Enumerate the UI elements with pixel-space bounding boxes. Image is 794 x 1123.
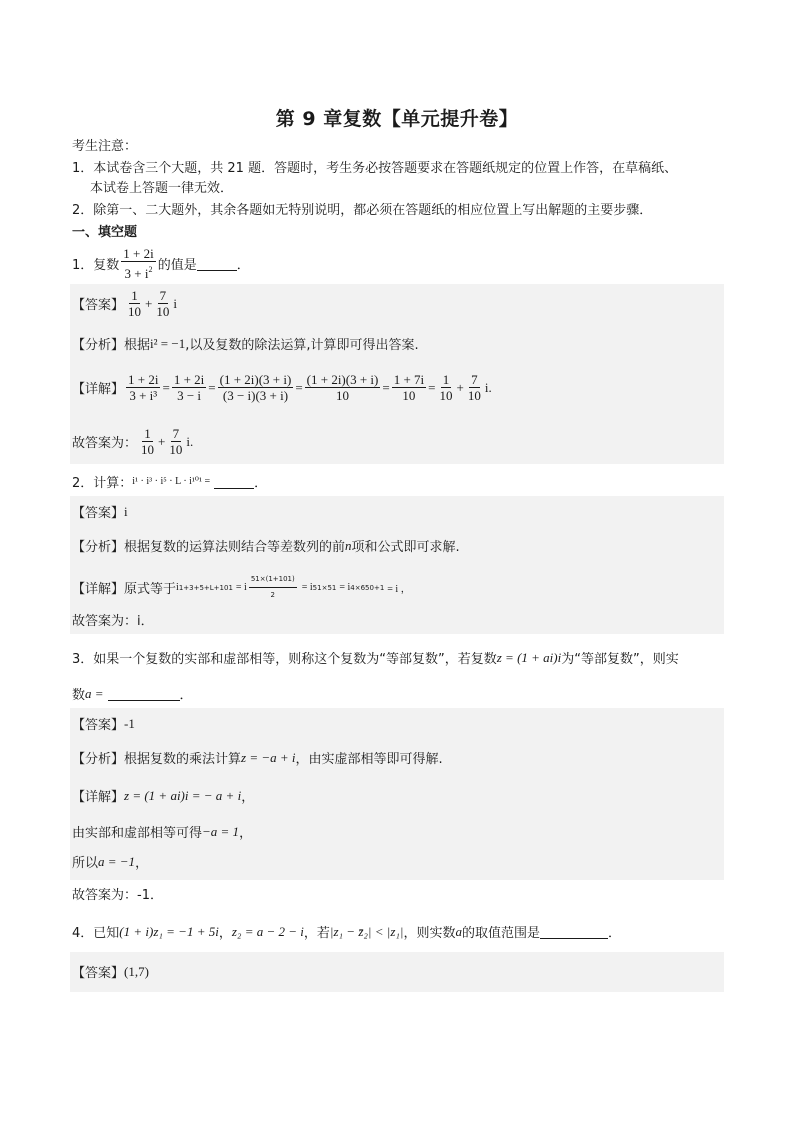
answer-label: 【答案】 <box>72 506 125 521</box>
q3-detail <box>72 786 254 805</box>
q1-frac-num: 1 + 2i <box>123 246 154 261</box>
document-title: 第 9 章复数【单元提升卷】 <box>275 108 519 130</box>
q3-answer-value: -1 <box>124 715 135 731</box>
frac-num: 1 <box>442 372 450 387</box>
notice-item-2: 2．除第一、二大题外，其余各题如无特别说明，都必须在答题纸的相应位置上写出解题的主要步骤． <box>72 203 653 218</box>
frac-den: 10 <box>141 442 155 457</box>
q4-answer <box>72 962 149 981</box>
frac-den: 10 <box>439 388 453 403</box>
frac-num: (1 + 2i)(3 + i) <box>306 372 379 387</box>
analysis-text: 根据复数的运算法则结合等差数列的前 <box>124 540 346 555</box>
q2-blank <box>214 474 254 489</box>
q2-expression: i¹ · i³ · i⁵ · L · i¹⁰¹ = <box>132 476 211 487</box>
analysis-var: n <box>345 537 352 553</box>
exponent-frac <box>249 572 297 603</box>
frac-den: 10 <box>128 304 142 319</box>
q3-answer <box>72 714 135 733</box>
q4-text: ，若 <box>303 926 330 941</box>
frac-num: 1 <box>144 426 151 441</box>
analysis-label: 【分析】 <box>72 752 125 767</box>
detail-label: 【详解】 <box>72 790 125 805</box>
so-answer-value: -1． <box>137 888 163 903</box>
q2-solution-box <box>70 496 724 634</box>
q3-text: 为“等部复数”，则实 <box>561 652 679 667</box>
frac-den: 3 − i <box>177 388 202 403</box>
so-frac-2 <box>167 426 184 457</box>
question-1 <box>72 246 250 281</box>
frac-num: 7 <box>172 426 180 441</box>
analysis-math: z = −a + i <box>241 749 296 765</box>
detail-end: ， <box>241 790 255 805</box>
frac-num: 7 <box>159 288 167 303</box>
frac-num: 1 + 2i <box>128 372 159 387</box>
q4-text: ，则实数 <box>403 926 456 941</box>
q1-detail: 【详解】 $\frac{1 + 2i}{\text{3 + i³}}$ = $\frac{1 + 2i}{3 - i}$ = $\frac{(1 + 2i)(3 + i)}{(3 - i)(3 + i)}$ = $\frac{(1 + 2i)(3 + i)}{10}$ = $\frac{1 + 7i}{10}$ = $\frac{1}{10}$ + $\frac{7}{10}$ i. <box>72 372 492 403</box>
so-answer-label: 故答案为： <box>72 436 138 451</box>
q3-so-answer <box>72 884 163 903</box>
frac-num: 1 <box>131 288 138 303</box>
detail-frac <box>466 372 483 403</box>
so-answer-label: 故答案为： <box>72 888 138 903</box>
frac-num: 51×(1+101) <box>249 572 297 588</box>
detail-frac <box>392 372 426 403</box>
notice-item-1: 1．本试卷含三个大题，共 21 题．答题时，考生务必按答题要求在答题纸规定的位置上作答，在草稿纸、 <box>72 161 678 176</box>
q2-prefix: 2．计算： <box>72 476 133 491</box>
detail-math: z = (1 + ai)i = − a + i <box>124 787 242 803</box>
notice-item-1-cont: 本试卷上答题一律无效． <box>90 181 234 196</box>
step-text: 由实部和虚部相等可得 <box>72 826 203 841</box>
analysis-text: ，由实虚部相等即可得解. <box>295 752 443 767</box>
frac-num: (1 + 2i)(3 + i) <box>219 372 292 387</box>
imag-unit: i <box>173 295 177 311</box>
q2-answer-value: i <box>124 503 128 519</box>
q3-step-1 <box>72 822 252 841</box>
q1-fraction <box>121 246 155 281</box>
frac-den: 10 <box>336 388 349 403</box>
q4-text: 的取值范围是 <box>461 926 540 941</box>
q1-frac-den-text: 3 + i <box>124 266 149 281</box>
q3-math: z = (1 + ai)i <box>496 649 562 665</box>
step-end: ， <box>239 826 253 841</box>
q3-text: 数 <box>72 688 86 703</box>
answer-label: 【答案】 <box>72 298 125 313</box>
so-answer-value: i． <box>137 614 154 629</box>
q4-math: z₂ = a − 2 − i <box>231 923 304 939</box>
q4-math: (1 + i)z₁ = −1 + 5i <box>119 923 219 939</box>
detail-frac <box>438 372 455 403</box>
q1-answer-frac-2 <box>154 288 171 319</box>
q2-analysis <box>72 536 460 555</box>
q1-blank <box>197 256 237 271</box>
q4-end: ． <box>608 926 622 941</box>
detail-frac <box>218 372 294 403</box>
q2-detail: 【详解】 原式等于 i 1+3+5+L+101 = i $\frac{51\times(1+101)}{2}$ = i 51×51 = i 4×650+1 = i ， <box>72 572 411 603</box>
frac-den: 10 <box>467 388 481 403</box>
exponent: 4×650+1 <box>350 583 385 592</box>
detail-end: = i ， <box>387 584 411 595</box>
q1-suffix: 的值是 <box>157 258 197 273</box>
q4-solution-box <box>70 952 724 992</box>
q3-blank <box>108 686 180 701</box>
q2-so-answer <box>72 610 154 629</box>
q3-step-2 <box>72 852 148 871</box>
q4-blank <box>540 924 608 939</box>
frac-num: 1 + 7i <box>393 372 425 387</box>
analysis-math: i² = −1 <box>150 335 186 351</box>
plus-sign: + <box>158 433 166 449</box>
q1-answer-frac-1 <box>126 288 143 319</box>
q4-math: |z₁ − z̄₂| < |z₁| <box>329 923 404 939</box>
so-frac-1 <box>139 426 156 457</box>
question-3-cont <box>72 684 193 703</box>
plus-sign: + <box>145 295 153 311</box>
analysis-label: 【分析】 <box>72 540 125 555</box>
detail-frac <box>172 372 206 403</box>
q3-text: 3．如果一个复数的实部和虚部相等，则称这个复数为“等部复数”，若复数 <box>72 652 497 667</box>
q2-answer <box>72 502 128 521</box>
frac-den: 10 <box>402 388 416 403</box>
step-text: 所以 <box>72 856 99 871</box>
analysis-text: 根据复数的乘法计算 <box>124 752 242 767</box>
q3-analysis <box>72 748 443 767</box>
q1-prefix: 1．复数 <box>72 258 120 273</box>
question-4 <box>72 922 621 941</box>
frac-den: 10 <box>169 442 183 457</box>
q4-text: 4．已知 <box>72 926 120 941</box>
exponent: 51×51 <box>312 583 337 592</box>
exponent: 1+3+5+L+101 <box>178 583 233 592</box>
detail-label: 【详解】 <box>72 582 125 597</box>
frac-num: 7 <box>471 372 478 387</box>
frac-den: 10 <box>156 304 170 319</box>
analysis-text: ,以及复数的除法运算,计算即可得出答案. <box>185 338 419 353</box>
question-3 <box>72 648 679 667</box>
answer-label: 【答案】 <box>72 718 125 733</box>
notice-heading: 考生注意： <box>72 139 138 154</box>
step-math: −a = 1 <box>202 823 240 839</box>
detail-frac <box>305 372 381 403</box>
q1-end: ． <box>236 258 250 273</box>
so-answer-label: 故答案为： <box>72 614 138 629</box>
step-math: a = −1 <box>98 853 136 869</box>
answer-label: 【答案】 <box>72 966 125 981</box>
detail-label: 【详解】 <box>72 382 125 397</box>
q2-end: ． <box>254 476 268 491</box>
frac-den: 2 <box>270 591 276 599</box>
analysis-text: 根据 <box>124 338 151 353</box>
frac-den: (3 − i)(3 + i) <box>222 388 289 403</box>
q1-frac-den: $3 + i^2$ <box>124 265 153 281</box>
detail-frac <box>126 372 160 403</box>
frac-den: 3 + i³ <box>129 388 158 403</box>
q4-text: ， <box>218 926 232 941</box>
analysis-label: 【分析】 <box>72 338 125 353</box>
q1-analysis <box>72 334 419 353</box>
q3-math: a = <box>85 685 104 701</box>
section-heading: 一、填空题 <box>72 225 138 240</box>
q1-answer <box>72 288 177 319</box>
q1-so-answer <box>72 426 193 457</box>
analysis-text: 项和公式即可求解. <box>351 540 460 555</box>
step-end: ， <box>135 856 149 871</box>
q3-end: ． <box>179 688 193 703</box>
question-2 <box>72 472 267 491</box>
so-end: i. <box>186 433 194 449</box>
q4-math: a <box>455 923 462 939</box>
detail-text: 原式等于 <box>124 582 177 597</box>
frac-num: 1 + 2i <box>173 372 205 387</box>
q4-answer-value: (1,7) <box>124 963 149 979</box>
